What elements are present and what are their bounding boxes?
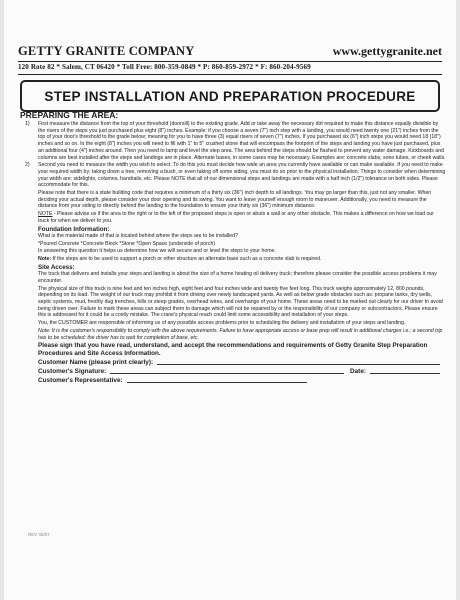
site-access-paragraph-4: Note: It is the customer's responsibility to comply with the above requirements. Failure to have appropriate access or base prep will result in additional charges i.e.; a second trip has to be scheduled; the driver has to wait for completion of base, etc. bbox=[38, 327, 443, 341]
contact-line: 120 Rote 82 * Salem, CT 06420 * Toll Free: 800-359-0849 * P: 860-859-2972 * F: 860-204-9569 bbox=[18, 63, 311, 71]
document-title: STEP INSTALLATION AND PREPARATION PROCEDURE bbox=[20, 80, 440, 112]
date-field[interactable] bbox=[370, 367, 440, 374]
customer-name-row bbox=[20, 358, 446, 367]
revision-code: REV 05/07 bbox=[28, 532, 50, 537]
representative-field[interactable] bbox=[127, 376, 307, 383]
note-label: NOTE bbox=[38, 211, 53, 218]
step-item-1 bbox=[20, 121, 446, 161]
document-body bbox=[20, 110, 446, 385]
site-access-paragraph-3: You, the CUSTOMER are responsible of informing us of any possible access problems prior to scheduling the delivery and installation of your steps and landing. bbox=[38, 320, 406, 327]
item-number: 1) bbox=[25, 121, 30, 127]
acknowledgement-statement: Please sign that you have read, understand, and accept the recommendations and requirements of Getty Granite Step Preparation Procedures and Site Access Information. bbox=[38, 342, 428, 358]
foundation-note bbox=[20, 256, 446, 263]
customer-name-field[interactable] bbox=[157, 358, 440, 365]
site-access-heading: Site Access: bbox=[38, 263, 75, 271]
foundation-explanation: In answering this question it helps us determine how we will secure and or level the steps to your home. bbox=[38, 248, 276, 255]
step-item-2 bbox=[20, 162, 446, 189]
foundation-heading: Foundation Information: bbox=[38, 225, 110, 233]
site-access-paragraph-1: The truck that delivers and installs your steps and landing is about the size of a home heating oil delivery truck; therefore please consider the possible access problems it may encounter. bbox=[38, 271, 437, 284]
header-rule-top bbox=[18, 61, 442, 62]
customer-name-label: Customer Name (please print clearly): bbox=[38, 359, 154, 367]
header-rule-bottom bbox=[18, 74, 442, 75]
section-heading: PREPARING THE AREA: bbox=[20, 110, 119, 120]
site-access-paragraph-2: The physical size of this truck is nine feet and ten inches high, eight feet and four inches wide and twenty five feet long. This truck weighs approximately 12, 800 pounds, depending on its load. The weight of our truck may prohibit it from driving over newly landscaped yards. As well as below grade obstacles such as: propane tanks, dry wells, septic systems, mud, freshly dug trenches, hills or steep grades, overhead wires, and overhangs of your home. These areas need to be marked out clearly for our driver to avoid being driven over. Failure to mark these areas can subject them to damage which will not be repaired by or the responsibility of our company or subcontractors. Please ensure this is addressed for it could be a costly mistake. The crane's physical reach could limit some accessibility and installation of your steps. bbox=[38, 285, 443, 319]
foundation-note-text: If the steps are to be used to support a porch or other structure an alternate base such as a concrete slab is required. bbox=[51, 256, 322, 263]
item-text: First measure the distance from the top of your threshold (doorsill) to the existing grade. Add or take away the necessary dirt required to make this distance equally divisible by the risers of the steps you just purchased plus eight (8") inches. Example: if you choose a seven (7") inch step with a landing, you would need twenty one (21") inches from the top of your door's threshold to the grade below; meaning for you to have three (3) equal risers of seven (7") inches. If you purchased six (6") inch steps you would need 18 (18") inches and so on. In the eight (8") inches you will need to fill with 1" to 5" crushed stone that will encompass the footprint of the steps and landing you have just purchased, plus an additional four (4") inches around. Then you need to tamp and level the step area. The area behind the steps should be flashed to prevent any water damage. Kickboards and columns are best installed after the steps and landings are in place. Alternate bases, in some cases may be necessary. Examples are: concrete slabs, sono tubes, or cheek walls. bbox=[38, 121, 446, 161]
representative-label: Customer's Representative: bbox=[38, 377, 123, 385]
foundation-note-label: Note: bbox=[38, 256, 52, 263]
customer-signature-field[interactable] bbox=[110, 367, 344, 374]
company-website[interactable]: www.gettygranite.net bbox=[332, 44, 442, 58]
building-code-paragraph: Please note that there is a state building code that requires a minimum of a thirty six (36") inch depth to all landings. You may go larger than this, just not any smaller. When deciding your actual depth, please consider your door opening and its swing. You want to leave yourself enough room to maneuver. Additionally, you need to measure the distance from your siding to directly behind the landing to the foundation to ensure your thirty six (36") minimum distance. bbox=[38, 190, 432, 210]
representative-row bbox=[20, 376, 446, 385]
scan-edge-right bbox=[456, 0, 460, 600]
item-text: Second you need to measure the width you wish to select. To do this you must decide how wide an area you currently have available or can make available. If you need to make your required width by: taking down a tree, removing a bush, or even taking off some siding, you must do so prior to the physical installation. Things to consider when determining your width are: sidelights, columns, handrails, etc. Please NOTE that all of our dimensional steps and landings are made with a half inch (1/2") tolerance on both sides. Please accommodate for this. bbox=[38, 162, 446, 189]
letterhead bbox=[18, 44, 442, 59]
note-text: - Please advise us if the area to the right or to the left of the proposed steps is open or abuts a wall or any other obstacle. This makes a difference on how we load our truck for when we deliver to you. bbox=[38, 211, 435, 224]
item-number: 2) bbox=[25, 162, 30, 169]
foundation-question: What is the material made of that is located behind where the steps are to be installed? bbox=[38, 232, 238, 239]
company-name: GETTY GRANITE COMPANY bbox=[18, 44, 195, 58]
customer-signature-label: Customer's Signature: bbox=[38, 368, 107, 376]
note-paragraph bbox=[20, 211, 446, 224]
customer-signature-row bbox=[20, 367, 446, 376]
scan-edge-left bbox=[0, 0, 4, 600]
date-label: Date: bbox=[350, 368, 366, 376]
foundation-options: *Poured Concrete *Concrete Block *Stone *Open Space (underside of porch) bbox=[38, 240, 216, 247]
